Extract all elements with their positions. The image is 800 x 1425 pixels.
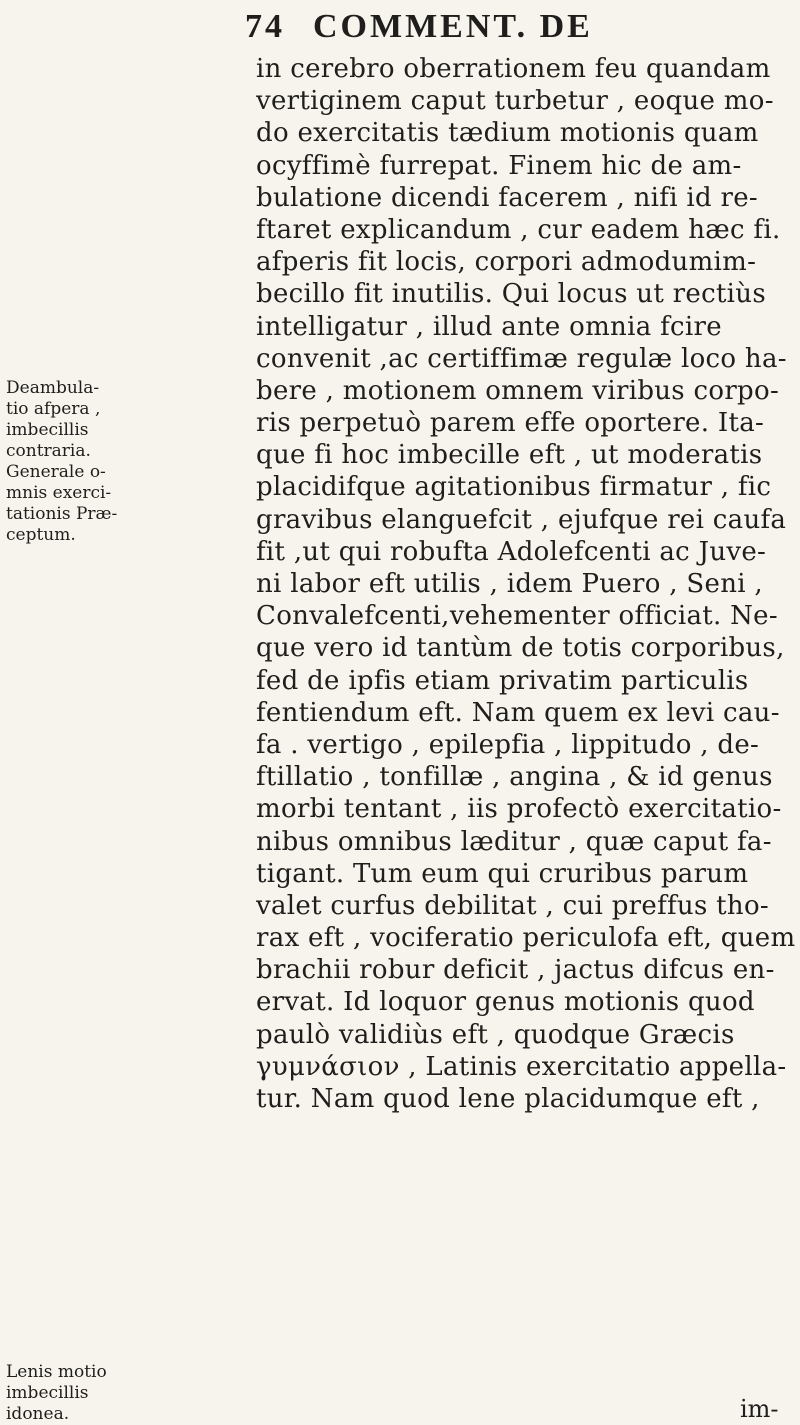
margin-note-line: tationis Præ-	[6, 504, 118, 524]
text-line: fentiendum eft. Nam quem ex levi cau-	[256, 697, 780, 728]
text-line: vertiginem caput turbetur , eoque mo-	[256, 86, 774, 117]
text-line: bere , motionem omnem viribus corpo-	[256, 375, 780, 406]
catchword: im-	[740, 1395, 779, 1423]
text-line: γυμνάσιον , Latinis exercitatio appella-	[256, 1051, 787, 1082]
margin-note-line: imbecillis	[6, 420, 89, 440]
text-line: rax eft , vociferatio periculofa eft, quem	[256, 923, 796, 954]
text-line: ftillatio , tonfillæ , angina , & id genus	[256, 762, 773, 793]
text-line: ervat. Id loquor genus motionis quod	[256, 987, 755, 1018]
text-line: afperis fit locis, corpori admodumim-	[256, 247, 757, 278]
margin-note-line: tio afpera ,	[6, 399, 101, 419]
text-line: fit ,ut qui robufta Adolefcenti ac Juve-	[256, 536, 767, 567]
text-line: placidifque agitationibus firmatur , fic	[256, 472, 772, 503]
text-line: in cerebro oberrationem feu quandam	[256, 54, 771, 84]
text-line: ris perpetuò parem effe oportere. Ita-	[256, 408, 765, 439]
text-line: valet curfus debilitat , cui preffus tho-	[256, 890, 770, 921]
margin-note-line: Lenis motio	[6, 1362, 107, 1382]
margin-note-line: ceptum.	[6, 525, 76, 545]
text-line: tur. Nam quod lene placidumque eft ,	[256, 1084, 760, 1114]
text-line: intelligatur , illud ante omnia fcire	[256, 311, 722, 342]
text-line: bulatione dicendi facerem , nifi id re-	[256, 182, 759, 213]
text-line: que vero id tantùm de totis corporibus,	[256, 633, 785, 664]
margin-note	[6, 1362, 246, 1425]
text-line: brachii robur deficit , jactus difcus en-	[256, 955, 775, 986]
margin-note-line: imbecillis	[6, 1383, 89, 1403]
text-line: fa . vertigo , epilepfia , lippitudo , de-	[256, 729, 760, 760]
text-line: ocyffimè furrepat. Finem hic de am-	[256, 150, 742, 181]
margin-note-line: Deambula-	[6, 378, 100, 398]
margin-note-line: mnis exerci-	[6, 483, 112, 503]
text-line: ftaret explicandum , cur eadem hæc fi.	[256, 214, 781, 245]
text-line: convenit ,ac certiffimæ regulæ loco ha-	[256, 343, 787, 374]
running-title: COMMENT. DE	[313, 8, 593, 45]
text-line: paulò validiùs eft , quodque Græcis	[256, 1019, 735, 1050]
text-line: nibus omnibus læditur , quæ caput fa-	[256, 826, 772, 857]
margin-note-line: Generale o-	[6, 462, 106, 482]
margin-note-line: contraria.	[6, 441, 91, 461]
text-line: becillo fit inutilis. Qui locus ut rectiùs	[256, 279, 766, 310]
running-head	[245, 8, 593, 46]
text-line: ni labor eft utilis , idem Puero , Seni ,	[256, 569, 763, 599]
text-line: gravibus elanguefcit , ejufque rei caufa	[256, 504, 787, 535]
text-line: que fi hoc imbecille eft , ut moderatis	[256, 440, 763, 471]
text-line: Convalefcenti,vehementer officiat. Ne-	[256, 601, 778, 632]
page-number: 74	[245, 8, 285, 45]
text-line: morbi tentant , iis profectò exercitatio-	[256, 794, 782, 825]
text-line: tigant. Tum eum qui cruribus parum	[256, 858, 749, 889]
text-line: do exercitatis tædium motionis quam	[256, 118, 759, 149]
body-text	[256, 53, 796, 1115]
margin-note	[6, 378, 246, 546]
margin-note-line: idonea.	[6, 1404, 70, 1424]
text-line: fed de ipfis etiam privatim particulis	[256, 665, 749, 696]
